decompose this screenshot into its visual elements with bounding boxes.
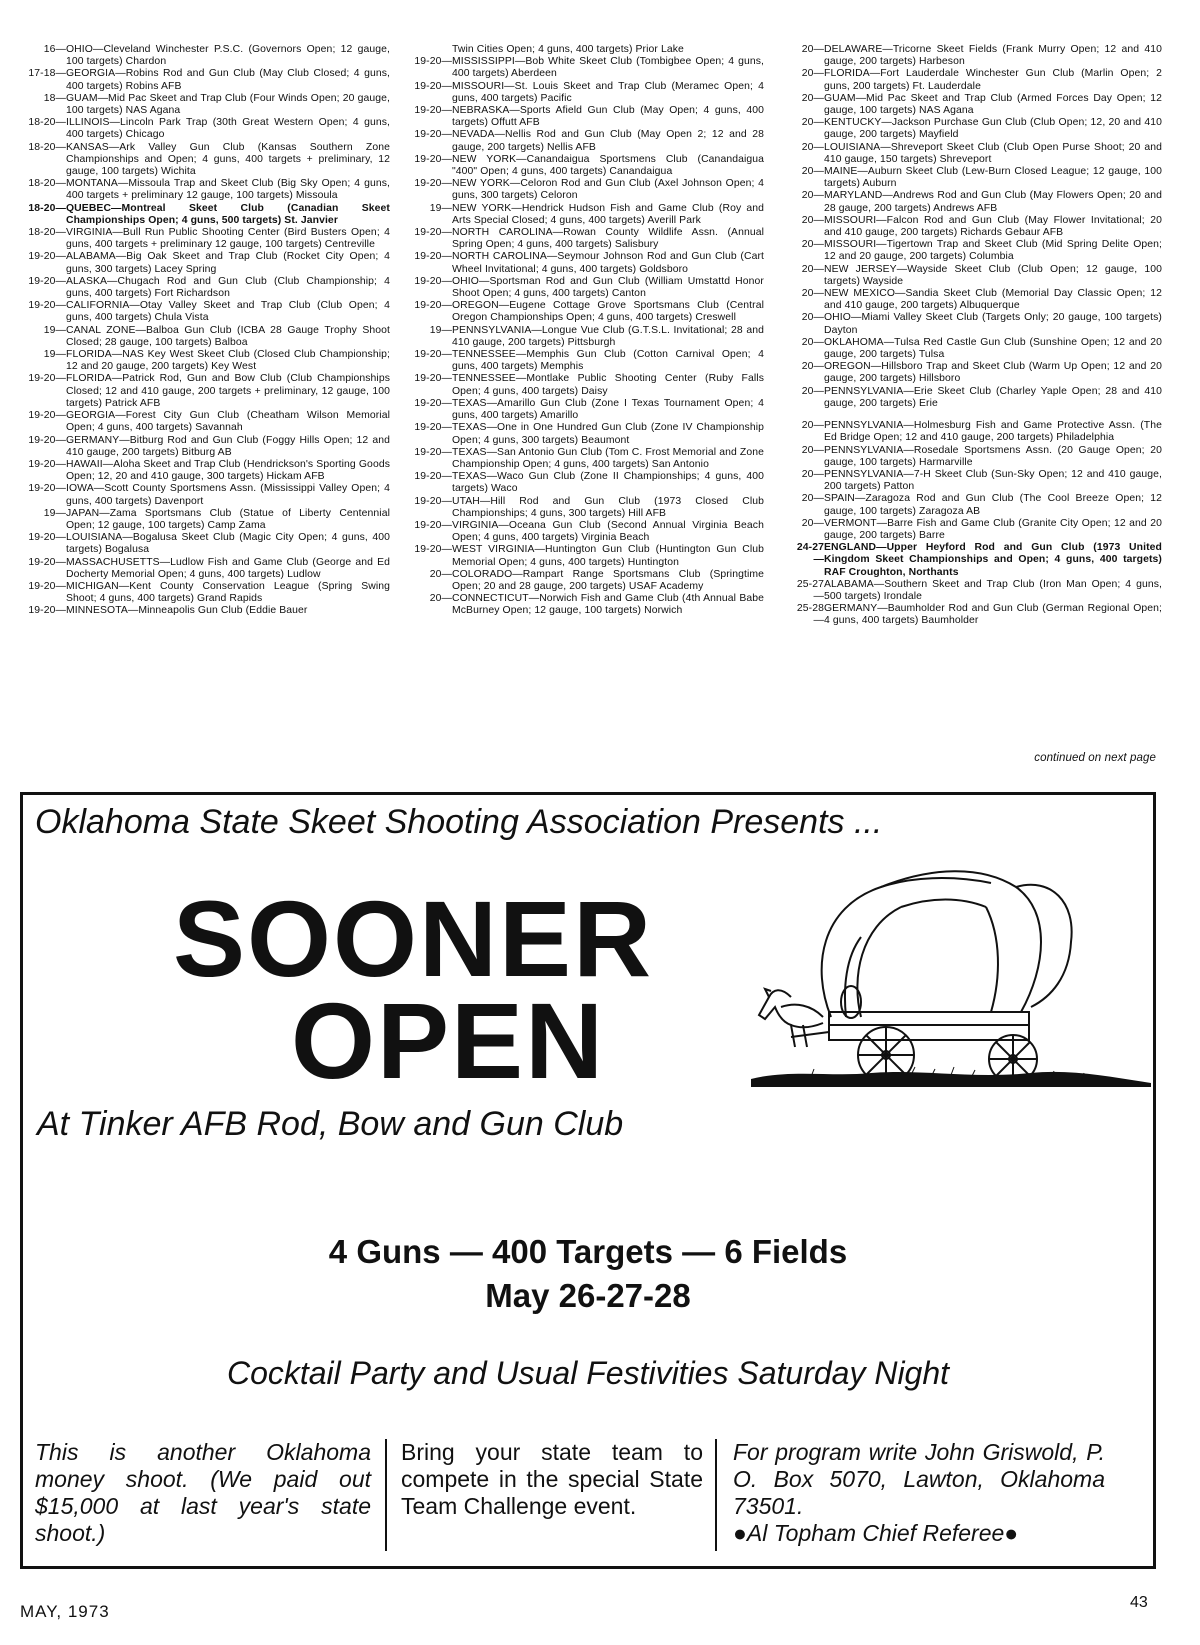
schedule-entry: [790, 361, 1162, 385]
entry-text: OHIO—Cleveland Winchester P.S.C. (Governors Open; 12 gauge, 100 targets) Chardon: [66, 44, 390, 68]
entry-text: PENNSYLVANIA—Longue Vue Club (G.T.S.L. Invitational; 28 and 410 gauge, 200 targets) Pittsburgh: [452, 324, 764, 348]
entry-text: Twin Cities Open; 4 guns, 400 targets) Prior Lake: [452, 44, 684, 55]
schedule-entry: [18, 532, 390, 556]
entry-text: OREGON—Hillsboro Trap and Skeet Club (Warm Up Open; 12 and 20 gauge, 200 targets) Hillsboro: [824, 361, 1162, 385]
entry-dates: 19—: [429, 324, 452, 336]
ad-title-open: OPEN: [291, 980, 606, 1101]
entry-dates: 19-20—: [414, 349, 452, 361]
schedule-entry: [404, 81, 764, 105]
ad-info-columns: [35, 1439, 1135, 1551]
entry-dates: 18-20—: [28, 178, 66, 190]
entry-dates: 25-27—: [796, 578, 824, 602]
entry-dates: 20—: [801, 517, 824, 529]
schedule-entry: [790, 542, 1162, 579]
entry-text: NORTH CAROLINA—Rowan County Wildlife Assn. (Annual Spring Open; 4 guns, 400 targets) Salisbury: [452, 227, 764, 251]
entry-dates: 20—: [801, 190, 824, 202]
entry-dates: 19-20—: [414, 80, 452, 92]
schedule-entry: [18, 227, 390, 251]
schedule-entry: [18, 349, 390, 373]
entry-text: TENNESSEE—Montlake Public Shooting Center (Ruby Falls Open; 4 guns, 400 targets) Daisy: [452, 373, 764, 397]
schedule-entry: [790, 117, 1162, 141]
entry-text: GEORGIA—Robins Rod and Gun Club (May Club Closed; 4 guns, 400 targets) Robins AFB: [66, 68, 390, 92]
schedule-entry: [18, 178, 390, 202]
entry-text: MONTANA—Missoula Trap and Skeet Club (Big Sky Open; 4 guns, 400 targets + preliminary 12 gauge, 100 targets) Missoula: [66, 178, 390, 202]
schedule-entry: [790, 337, 1162, 361]
page-number: 43: [1130, 1594, 1148, 1611]
ad-chief-referee: ●Al Topham Chief Referee●: [733, 1520, 1019, 1546]
ad-money-shoot-note: This is another Oklahoma money shoot. (We paid out $15,000 at last year's state shoot.): [35, 1439, 387, 1551]
entry-text: GUAM—Mid Pac Skeet and Trap Club (Armed Forces Day Open; 12 gauge, 100 targets) NAS Agana: [824, 92, 1162, 117]
schedule-entry: [790, 264, 1162, 288]
entry-text: FLORIDA—Fort Lauderdale Winchester Gun Club (Marlin Open; 2 guns, 200 targets) Ft. Lauderdale: [824, 68, 1162, 92]
entry-text: OHIO—Sportsman Rod and Gun Club (William Umstattd Honor Shoot Open; 4 guns, 400 targets) Canton: [452, 275, 764, 300]
entry-text: OKLAHOMA—Tulsa Red Castle Gun Club (Sunshine Open; 12 and 20 gauge, 200 targets) Tulsa: [824, 336, 1162, 361]
schedule-entry: [18, 325, 390, 349]
schedule-entry: [790, 493, 1162, 517]
ad-program-address: For program write John Griswold, P. O. Box 5070, Lawton, Oklahoma 73501.: [733, 1439, 1105, 1519]
entry-text: WEST VIRGINIA—Huntington Gun Club (Huntington Gun Club Memorial Open; 4 guns, 400 targets) Huntington: [452, 544, 764, 568]
entry-text: MARYLAND—Andrews Rod and Gun Club (May Flowers Open; 20 and 28 gauge, 200 targets) Andrews AFB: [824, 190, 1162, 214]
entry-text: KENTUCKY—Jackson Purchase Gun Club (Club Open; 12, 20 and 410 gauge, 200 targets) Mayfield: [824, 117, 1162, 141]
schedule-entry: [790, 68, 1162, 92]
entry-text: OREGON—Eugene Cottage Grove Sportsmans Club (Central Oregon Championships Open; 4 guns, 400 targets) Creswell: [452, 300, 764, 324]
entry-dates: 17-18—: [28, 68, 66, 80]
schedule-entry: [404, 422, 764, 446]
entry-dates: 19-20—: [414, 446, 452, 458]
schedule-entry: [18, 459, 390, 483]
entry-text: PENNSYLVANIA—7-H Skeet Club (Sun-Sky Open; 12 and 410 gauge, 200 targets) Patton: [824, 468, 1162, 493]
entry-text: LOUISIANA—Shreveport Skeet Club (Club Open Purse Shoot; 20 and 410 gauge, 150 targets) Shreveport: [824, 141, 1162, 165]
entry-dates: 18—: [43, 92, 66, 104]
schedule-entry: [790, 142, 1162, 166]
schedule-entry: [18, 44, 390, 68]
entry-text: MASSACHUSETTS—Ludlow Fish and Game Club (George and Ed Docherty Memorial Open; 4 guns, 400 targets) Ludlow: [66, 556, 390, 580]
schedule-entry: [404, 593, 764, 617]
entry-text: MISSOURI—Falcon Rod and Gun Club (May Flower Invitational; 20 and 410 gauge, 200 targets) Richards Gebaur AFB: [824, 214, 1162, 239]
entry-text: ALABAMA—Big Oak Skeet and Trap Club (Rocket City Open; 4 guns, 300 targets) Lacey Spring: [66, 251, 390, 275]
schedule-column-2: [404, 44, 764, 764]
entry-dates: 20—: [801, 68, 824, 80]
entry-dates: 19—: [43, 324, 66, 336]
entry-dates: 20—: [801, 336, 824, 348]
entry-text: NEW YORK—Canandaigua Sportsmens Club (Canandaigua "400" Open; 4 guns, 400 targets) Canandaigua: [452, 153, 764, 178]
schedule-entry: [790, 445, 1162, 469]
entry-dates: 18-20—: [28, 202, 66, 214]
entry-text: CANAL ZONE—Balboa Gun Club (ICBA 28 Gauge Trophy Shoot Closed; 28 gauge, 100 targets) Balboa: [66, 324, 390, 348]
schedule-entry: [18, 435, 390, 459]
entry-dates: 19-20—: [414, 153, 452, 165]
schedule-entry: [790, 420, 1162, 444]
schedule-entry: [790, 166, 1162, 190]
entry-text: SPAIN—Zaragoza Rod and Gun Club (The Cool Breeze Open; 12 gauge, 100 targets) Zaragoza AB: [824, 493, 1162, 517]
entry-dates: 19-20—: [414, 251, 452, 263]
entry-text: NORTH CAROLINA—Seymour Johnson Rod and Gun Club (Cart Wheel Invitational; 4 guns, 400 targets) Goldsboro: [452, 251, 764, 275]
sooner-open-advertisement: [20, 792, 1156, 1569]
entry-dates: 19-20—: [414, 544, 452, 556]
entry-text: PENNSYLVANIA—Erie Skeet Club (Charley Yaple Open; 28 and 410 gauge, 200 targets) Erie: [824, 385, 1162, 409]
ad-guns-targets-fields: 4 Guns — 400 Targets — 6 Fields: [328, 1233, 848, 1270]
entry-dates: 20—: [801, 44, 824, 55]
entry-text: VIRGINIA—Oceana Gun Club (Second Annual Virginia Beach Open; 4 guns, 400 targets) Virginia Beach: [452, 519, 764, 544]
entry-dates: 20—: [801, 117, 824, 129]
schedule-entry: [790, 312, 1162, 336]
schedule-entry: [18, 276, 390, 300]
entry-text: CONNECTICUT—Norwich Fish and Game Club (4th Annual Babe McBurney Open; 12 gauge, 100 targets) Norwich: [452, 593, 764, 617]
entry-text: OHIO—Miami Valley Skeet Club (Targets Only; 20 gauge, 100 targets) Dayton: [824, 312, 1162, 336]
entry-text: TENNESSEE—Memphis Gun Club (Cotton Carnival Open; 4 guns, 400 targets) Memphis: [452, 349, 764, 373]
entry-text: HAWAII—Aloha Skeet and Trap Club (Hendrickson's Sporting Goods Open; 12, 20 and 410 gauge, 300 targets) Hickam AFB: [66, 458, 390, 483]
schedule-entry: [404, 471, 764, 495]
entry-text: NEVADA—Nellis Rod and Gun Club (May Open 2; 12 and 28 gauge, 200 targets) Nellis AFB: [452, 129, 764, 153]
schedule-entry: [404, 129, 764, 153]
ad-program-contact: [717, 1439, 1105, 1551]
schedule-column-3: [790, 44, 1162, 764]
schedule-entry: [404, 349, 764, 373]
entry-text: UTAH—Hill Rod and Gun Club (1973 Closed Club Championships; 4 guns, 300 targets) Hill AFB: [452, 495, 764, 519]
schedule-entry: [404, 105, 764, 129]
schedule-columns: [18, 44, 1168, 764]
schedule-entry: [790, 603, 1162, 627]
entry-dates: 20—: [429, 568, 452, 580]
entry-text: NEW YORK—Hendrick Hudson Fish and Game Club (Roy and Arts Special Closed; 4 guns, 400 targets) Averill Park: [452, 202, 764, 226]
entry-dates: 19-20—: [414, 471, 452, 483]
entry-text: VIRGINIA—Bull Run Public Shooting Center (Bird Busters Open; 4 guns, 400 targets + preliminary 12 gauge, 100 targets) Centreville: [66, 227, 390, 251]
schedule-entry: [790, 44, 1162, 68]
entry-text: NEBRASKA—Sports Afield Gun Club (May Open; 4 guns, 400 targets) Offutt AFB: [452, 105, 764, 129]
entry-text: ILLINOIS—Lincoln Park Trap (30th Great Western Open; 4 guns, 400 targets) Chicago: [66, 117, 390, 141]
entry-dates: 18-20—: [28, 227, 66, 239]
entry-text: TEXAS—One in One Hundred Gun Club (Zone IV Championship Open; 4 guns, 300 targets) Beaumont: [452, 422, 764, 446]
entry-text: MISSISSIPPI—Bob White Skeet Club (Tombigbee Open; 4 guns, 400 targets) Aberdeen: [452, 56, 764, 80]
schedule-entry: [404, 544, 764, 568]
entry-dates: 19-20—: [28, 251, 66, 263]
entry-dates: 20—: [801, 239, 824, 251]
entry-text: NEW JERSEY—Wayside Skeet Club (Club Open; 12 gauge, 100 targets) Wayside: [824, 263, 1162, 287]
ad-state-team-note: Bring your state team to compete in the special State Team Challenge event.: [387, 1439, 717, 1551]
schedule-entry: [790, 93, 1162, 117]
entry-dates: 19-20—: [28, 580, 66, 592]
entry-dates: 19—: [43, 507, 66, 519]
schedule-entry: [18, 483, 390, 507]
entry-text: FLORIDA—Patrick Rod, Gun and Bow Club (Club Championships Closed; 12 and 410 gauge, 200 targets + preliminary, 12 gauge, 100 targets) Patrick AFB: [66, 373, 390, 409]
entry-dates: 19-20—: [28, 532, 66, 544]
schedule-entry: [404, 447, 764, 471]
continued-note: continued on next page: [1034, 751, 1156, 764]
schedule-entry: [18, 581, 390, 605]
entry-dates: 20—: [801, 493, 824, 505]
entry-dates: 19-20—: [28, 458, 66, 470]
entry-dates: 19-20—: [28, 434, 66, 446]
entry-dates: 19-20—: [28, 556, 66, 568]
schedule-entry: [18, 93, 390, 117]
entry-text: MISSOURI—Tigertown Trap and Skeet Club (Mid Spring Delite Open; 12 and 20 gauge, 200 targets) Columbia: [824, 239, 1162, 263]
schedule-entry: [790, 215, 1162, 239]
entry-text: TEXAS—Amarillo Gun Club (Zone I Texas Tournament Open; 4 guns, 400 targets) Amarillo: [452, 397, 764, 422]
entry-dates: 19-20—: [414, 227, 452, 239]
entry-text: VERMONT—Barre Fish and Game Club (Granite City Open; 12 and 20 gauge, 200 targets) Barre: [824, 517, 1162, 541]
entry-dates: 20—: [801, 214, 824, 226]
entry-dates: 19-20—: [414, 422, 452, 434]
schedule-entry: [18, 557, 390, 581]
schedule-entry: [404, 178, 764, 202]
schedule-entry: [18, 117, 390, 141]
entry-dates: 19-20—: [414, 373, 452, 385]
entry-dates: 20—: [801, 361, 824, 373]
schedule-entry: [404, 373, 764, 397]
entry-dates: 20—: [801, 444, 824, 456]
entry-text: NEW MEXICO—Sandia Skeet Club (Memorial Day Classic Open; 12 and 410 gauge, 200 targets) Albuquerque: [824, 288, 1162, 312]
schedule-entry: [404, 44, 764, 56]
schedule-entry: [790, 579, 1162, 603]
entry-text: NEW YORK—Celoron Rod and Gun Club (Axel Johnson Open; 4 guns, 300 targets) Celoron: [452, 178, 764, 202]
schedule-entry: [18, 203, 390, 227]
entry-dates: 19—: [429, 202, 452, 214]
entry-dates: 16—: [43, 44, 66, 55]
entry-text: MISSOURI—St. Louis Skeet and Trap Club (Meramec Open; 4 guns, 400 targets) Pacific: [452, 80, 764, 104]
schedule-entry: [790, 469, 1162, 493]
entry-text: GEORGIA—Forest City Gun Club (Cheatham Wilson Memorial Open; 4 guns, 400 targets) Savannah: [66, 410, 390, 434]
schedule-entry: [404, 398, 764, 422]
entry-dates: 19-20—: [28, 373, 66, 385]
entry-dates: 18-20—: [28, 117, 66, 129]
entry-dates: 25-28—: [796, 603, 824, 627]
schedule-entry: [404, 227, 764, 251]
entry-dates: 20—: [801, 166, 824, 178]
schedule-entry: [404, 569, 764, 593]
entry-text: PENNSYLVANIA—Holmesburg Fish and Game Protective Assn. (The Ed Bridge Open; 12 and 410 gauge, 200 targets) Philadelphia: [824, 420, 1162, 444]
entry-text: LOUISIANA—Bogalusa Skeet Club (Magic City Open; 4 guns, 400 targets) Bogalusa: [66, 532, 390, 556]
entry-dates: 19-20—: [414, 129, 452, 141]
schedule-entry: [404, 300, 764, 324]
entry-dates: 18-20—: [28, 141, 66, 153]
schedule-entry: [404, 154, 764, 178]
entry-text: ENGLAND—Upper Heyford Rod and Gun Club (1973 United Kingdom Skeet Championships and Open; 4 guns, 400 targets) RAF Croughton, Northants: [824, 542, 1162, 578]
ad-event-dates: May 26-27-28: [485, 1277, 691, 1314]
entry-dates: 19-20—: [414, 178, 452, 190]
entry-dates: 19-20—: [414, 495, 452, 507]
ad-location: At Tinker AFB Rod, Bow and Gun Club: [37, 1105, 624, 1143]
entry-dates: 24-27—: [796, 542, 824, 566]
entry-dates: 19-20—: [28, 410, 66, 422]
schedule-entry: [404, 520, 764, 544]
schedule-entry: [404, 276, 764, 300]
entry-dates: 20—: [801, 420, 824, 432]
entry-dates: 20—: [801, 92, 824, 104]
entry-text: CALIFORNIA—Otay Valley Skeet and Trap Club (Club Open; 4 guns, 400 targets) Chula Vista: [66, 300, 390, 324]
entry-text: PENNSYLVANIA—Rosedale Sportsmens Assn. (20 Gauge Open; 20 gauge, 100 targets) Harmarville: [824, 444, 1162, 468]
entry-dates: 19-20—: [28, 300, 66, 312]
entry-dates: 20—: [429, 593, 452, 605]
schedule-entry: [18, 68, 390, 92]
entry-text: TEXAS—Waco Gun Club (Zone II Championships; 4 guns, 400 targets) Waco: [452, 471, 764, 495]
schedule-entry: [18, 605, 390, 617]
schedule-entry: [404, 325, 764, 349]
entry-text: KANSAS—Ark Valley Gun Club (Kansas Southern Zone Championships and Open; 4 guns, 400 targets + preliminary, 12 gauge, 100 targets) Wichita: [66, 141, 390, 178]
issue-date: MAY, 1973: [20, 1602, 110, 1621]
entry-dates: 19-20—: [414, 275, 452, 287]
schedule-entry: [18, 373, 390, 410]
entry-text: MAINE—Auburn Skeet Club (Lew-Burn Closed League; 12 gauge, 100 targets) Auburn: [824, 166, 1162, 190]
entry-text: MICHIGAN—Kent County Conservation League (Spring Swing Shoot; 4 guns, 400 targets) Grand Rapids: [66, 580, 390, 605]
entry-dates: 19-20—: [414, 397, 452, 409]
entry-dates: 20—: [801, 385, 824, 397]
spacer: [790, 410, 1162, 420]
schedule-entry: [18, 142, 390, 179]
entry-dates: 19-20—: [414, 519, 452, 531]
schedule-entry: [404, 496, 764, 520]
schedule-entry: [18, 508, 390, 532]
schedule-entry: [404, 203, 764, 227]
entry-text: TEXAS—San Antonio Gun Club (Tom C. Frost Memorial and Zone Championship Open; 4 guns, 400 targets) San Antonio: [452, 446, 764, 470]
entry-dates: 19-20—: [28, 483, 66, 495]
entry-dates: 19-20—: [28, 605, 66, 617]
schedule-entry: [404, 56, 764, 80]
schedule-entry: [790, 239, 1162, 263]
schedule-entry: [790, 518, 1162, 542]
entry-text: GERMANY—Baumholder Rod and Gun Club (German Regional Open; 4 guns, 400 targets) Baumholder: [824, 603, 1162, 627]
ad-title-sooner: SOONER: [173, 878, 654, 999]
schedule-entry: [18, 410, 390, 434]
schedule-entry: [18, 300, 390, 324]
entry-text: COLORADO—Rampart Range Sportsmans Club (Springtime Open; 20 and 28 gauge, 200 targets) USAF Academy: [452, 568, 764, 592]
covered-wagon-illustration: [751, 847, 1151, 1087]
entry-dates: 20—: [801, 141, 824, 153]
entry-dates: 19-20—: [28, 275, 66, 287]
entry-text: GERMANY—Bitburg Rod and Gun Club (Foggy Hills Open; 12 and 410 gauge, 200 targets) Bitburg AB: [66, 434, 390, 458]
schedule-entry: [790, 190, 1162, 214]
entry-text: IOWA—Scott County Sportsmens Assn. (Mississippi Valley Open; 4 guns, 400 targets) Davenport: [66, 483, 390, 507]
entry-dates: 19—: [43, 349, 66, 361]
entry-text: ALABAMA—Southern Skeet and Trap Club (Iron Man Open; 4 guns, 500 targets) Irondale: [824, 578, 1162, 602]
entry-text: QUEBEC—Montreal Skeet Club (Canadian Skeet Championships Open; 4 guns, 500 targets) St. Janvier: [66, 202, 390, 226]
ad-presenter: Oklahoma State Skeet Shooting Association Presents ...: [35, 803, 883, 841]
entry-dates: 19-20—: [414, 300, 452, 312]
schedule-entry: [790, 386, 1162, 410]
entry-text: FLORIDA—NAS Key West Skeet Club (Closed Club Championship; 12 and 20 gauge, 200 targets) Key West: [66, 349, 390, 373]
schedule-entry: [790, 288, 1162, 312]
entry-dates: 19-20—: [414, 56, 452, 68]
schedule-entry: [18, 251, 390, 275]
schedule-entry: [404, 251, 764, 275]
entry-dates: 20—: [801, 288, 824, 300]
ad-cocktail-party: Cocktail Party and Usual Festivities Saturday Night: [226, 1355, 950, 1391]
schedule-column-1: [18, 44, 390, 764]
entry-text: ALASKA—Chugach Rod and Gun Club (Club Championship; 4 guns, 400 targets) Fort Richardson: [66, 275, 390, 300]
entry-dates: 19-20—: [414, 105, 452, 117]
entry-dates: [404, 44, 452, 56]
entry-text: MINNESOTA—Minneapolis Gun Club (Eddie Bauer: [66, 605, 308, 617]
entry-text: DELAWARE—Tricorne Skeet Fields (Frank Murry Open; 12 and 410 gauge, 200 targets) Harbeson: [824, 44, 1162, 68]
entry-dates: 20—: [801, 263, 824, 275]
entry-text: GUAM—Mid Pac Skeet and Trap Club (Four Winds Open; 20 gauge, 100 targets) NAS Agana: [66, 92, 390, 117]
entry-dates: 20—: [801, 468, 824, 480]
entry-text: JAPAN—Zama Sportsmans Club (Statue of Liberty Centennial Open; 12 gauge, 100 targets) Camp Zama: [66, 507, 390, 531]
entry-dates: 20—: [801, 312, 824, 324]
